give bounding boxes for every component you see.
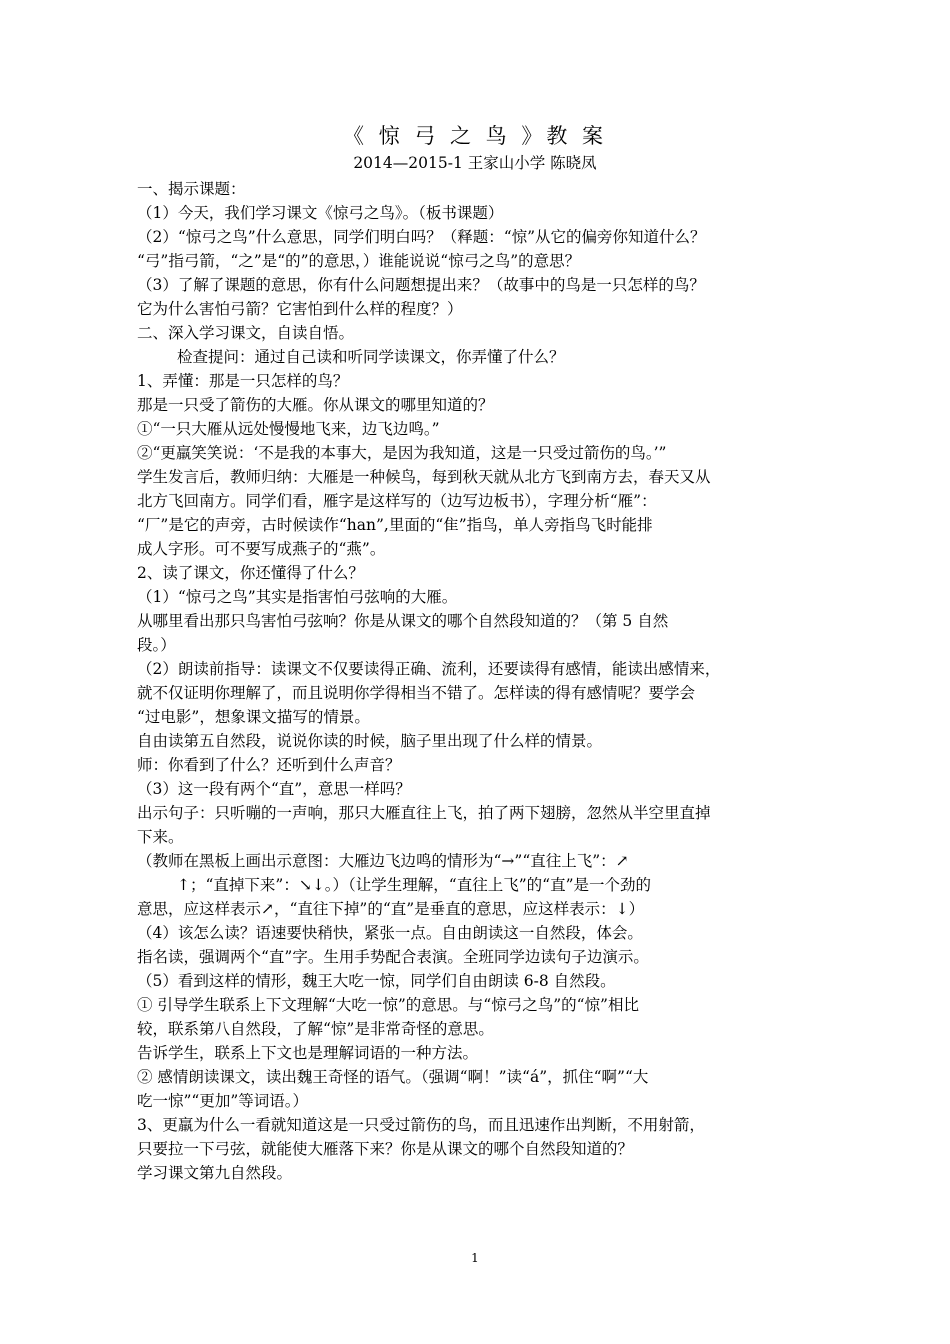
text-line: “过电影”，想象课文描写的情景。 bbox=[137, 708, 370, 726]
text-line: （1）今天，我们学习课文《惊弓之鸟》。（板书课题） bbox=[137, 204, 504, 222]
text-line: 1、弄懂：那是一只怎样的鸟？ bbox=[137, 372, 349, 390]
text-line: 较，联系第八自然段，了解“惊”是非常奇怪的意思。 bbox=[137, 1020, 494, 1038]
text-line: ↑；“直掉下来”：↘↓。）（让学生理解，“直往上飞”的“直”是一个劲的 bbox=[177, 876, 652, 894]
text-line: （2）“惊弓之鸟”什么意思，同学们明白吗？（释题：“惊”从它的偏旁你知道什么？ bbox=[137, 228, 706, 246]
text-line: ②“更羸笑笑说：‘不是我的本事大，是因为我知道，这是一只受过箭伤的鸟。’” bbox=[137, 444, 667, 462]
text-line: 只要拉一下弓弦，就能使大雁落下来？你是从课文的哪个自然段知道的？ bbox=[137, 1140, 634, 1158]
text-line: 出示句子：只听嘣的一声响，那只大雁直往上飞，拍了两下翅膀，忽然从半空里直掉 bbox=[137, 804, 711, 822]
text-line: 学生发言后，教师归纳：大雁是一种候鸟，每到秋天就从北方飞到南方去，春天又从 bbox=[137, 468, 711, 486]
text-line: 告诉学生，联系上下文也是理解词语的一种方法。 bbox=[137, 1044, 479, 1062]
text-line: 它为什么害怕弓箭？它害怕到什么样的程度？） bbox=[137, 300, 463, 318]
text-line: （4）该怎么读？语速要快稍快，紧张一点。自由朗读这一自然段，体会。 bbox=[137, 924, 643, 942]
text-line: 师：你看到了什么？还听到什么声音？ bbox=[137, 756, 401, 774]
text-line: “弓”指弓箭，“之”是“的”的意思，）谁能说说“惊弓之鸟”的意思？ bbox=[137, 252, 581, 270]
text-line: （教师在黑板上画出示意图：大雁边飞边鸣的情形为“→”“直往上飞”：↗ bbox=[137, 852, 629, 870]
document-subtitle: 2014—2015-1 王家山小学 陈晓凤 bbox=[353, 154, 597, 172]
text-line: “厂”是它的声旁，古时候读作“han”,里面的“隹”指鸟，单人旁指鸟飞时能排 bbox=[137, 516, 653, 534]
text-line: 3、更羸为什么一看就知道这是一只受过箭伤的鸟，而且迅速作出判断，不用射箭， bbox=[137, 1116, 705, 1134]
text-line: （5）看到这样的情形，魏王大吃一惊，同学们自由朗读 6-8 自然段。 bbox=[137, 972, 616, 990]
text-line: 北方飞回南方。同学们看，雁字是这样写的（边写边板书），字理分析“雁”： bbox=[137, 492, 657, 510]
text-line: 那是一只受了箭伤的大雁。你从课文的哪里知道的？ bbox=[137, 396, 494, 414]
text-line: 吃一惊”“更加”等词语。） bbox=[137, 1092, 309, 1110]
text-line: （1）“惊弓之鸟”其实是指害怕弓弦响的大雁。 bbox=[137, 588, 458, 606]
text-line: 一、揭示课题： bbox=[137, 180, 246, 198]
text-line: ①“一只大雁从远处慢慢地飞来，边飞边鸣。” bbox=[137, 420, 440, 438]
text-line: ② 感情朗读课文，读出魏王奇怪的语气。（强调“啊！”读“á”，抓住“啊”“大 bbox=[137, 1068, 649, 1086]
text-line: 学习课文第九自然段。 bbox=[137, 1164, 293, 1182]
text-line: 2、读了课文，你还懂得了什么？ bbox=[137, 564, 364, 582]
text-line: 二、深入学习课文，自读自悟。 bbox=[137, 324, 355, 342]
text-line: 从哪里看出那只鸟害怕弓弦响？你是从课文的哪个自然段知道的？（第 5 自然 bbox=[137, 612, 669, 630]
text-line: （3）这一段有两个“直”，意思一样吗？ bbox=[137, 780, 411, 798]
text-line: （2）朗读前指导：读课文不仅要读得正确、流利，还要读得有感情，能读出感情来， bbox=[137, 660, 721, 678]
text-line: （3）了解了课题的意思，你有什么问题想提出来？（故事中的鸟是一只怎样的鸟？ bbox=[137, 276, 705, 294]
text-line: 下来。 bbox=[137, 828, 184, 846]
text-line: 成人字形。可不要写成燕子的“燕”。 bbox=[137, 540, 386, 558]
text-line: 就不仅证明你理解了，而且说明你学得相当不错了。怎样读的得有感情呢？要学会 bbox=[137, 684, 696, 702]
text-line: 检查提问：通过自己读和听同学读课文，你弄懂了什么？ bbox=[177, 348, 565, 366]
text-line: 意思，应这样表示↗，“直往下掉”的“直”是垂直的意思，应这样表示：↓） bbox=[137, 900, 645, 918]
text-line: 段。） bbox=[137, 636, 176, 654]
page-number: 1 bbox=[471, 1251, 479, 1265]
document-body bbox=[137, 177, 827, 1185]
text-line: ① 引导学生联系上下文理解“大吃一惊”的意思。与“惊弓之鸟”的“惊”相比 bbox=[137, 996, 639, 1014]
document-title: 《 惊 弓 之 鸟 》教 案 bbox=[342, 124, 608, 148]
text-line: 自由读第五自然段，说说你读的时候，脑子里出现了什么样的情景。 bbox=[137, 732, 603, 750]
text-line: 指名读，强调两个“直”字。生用手势配合表演。全班同学边读句子边演示。 bbox=[137, 948, 649, 966]
